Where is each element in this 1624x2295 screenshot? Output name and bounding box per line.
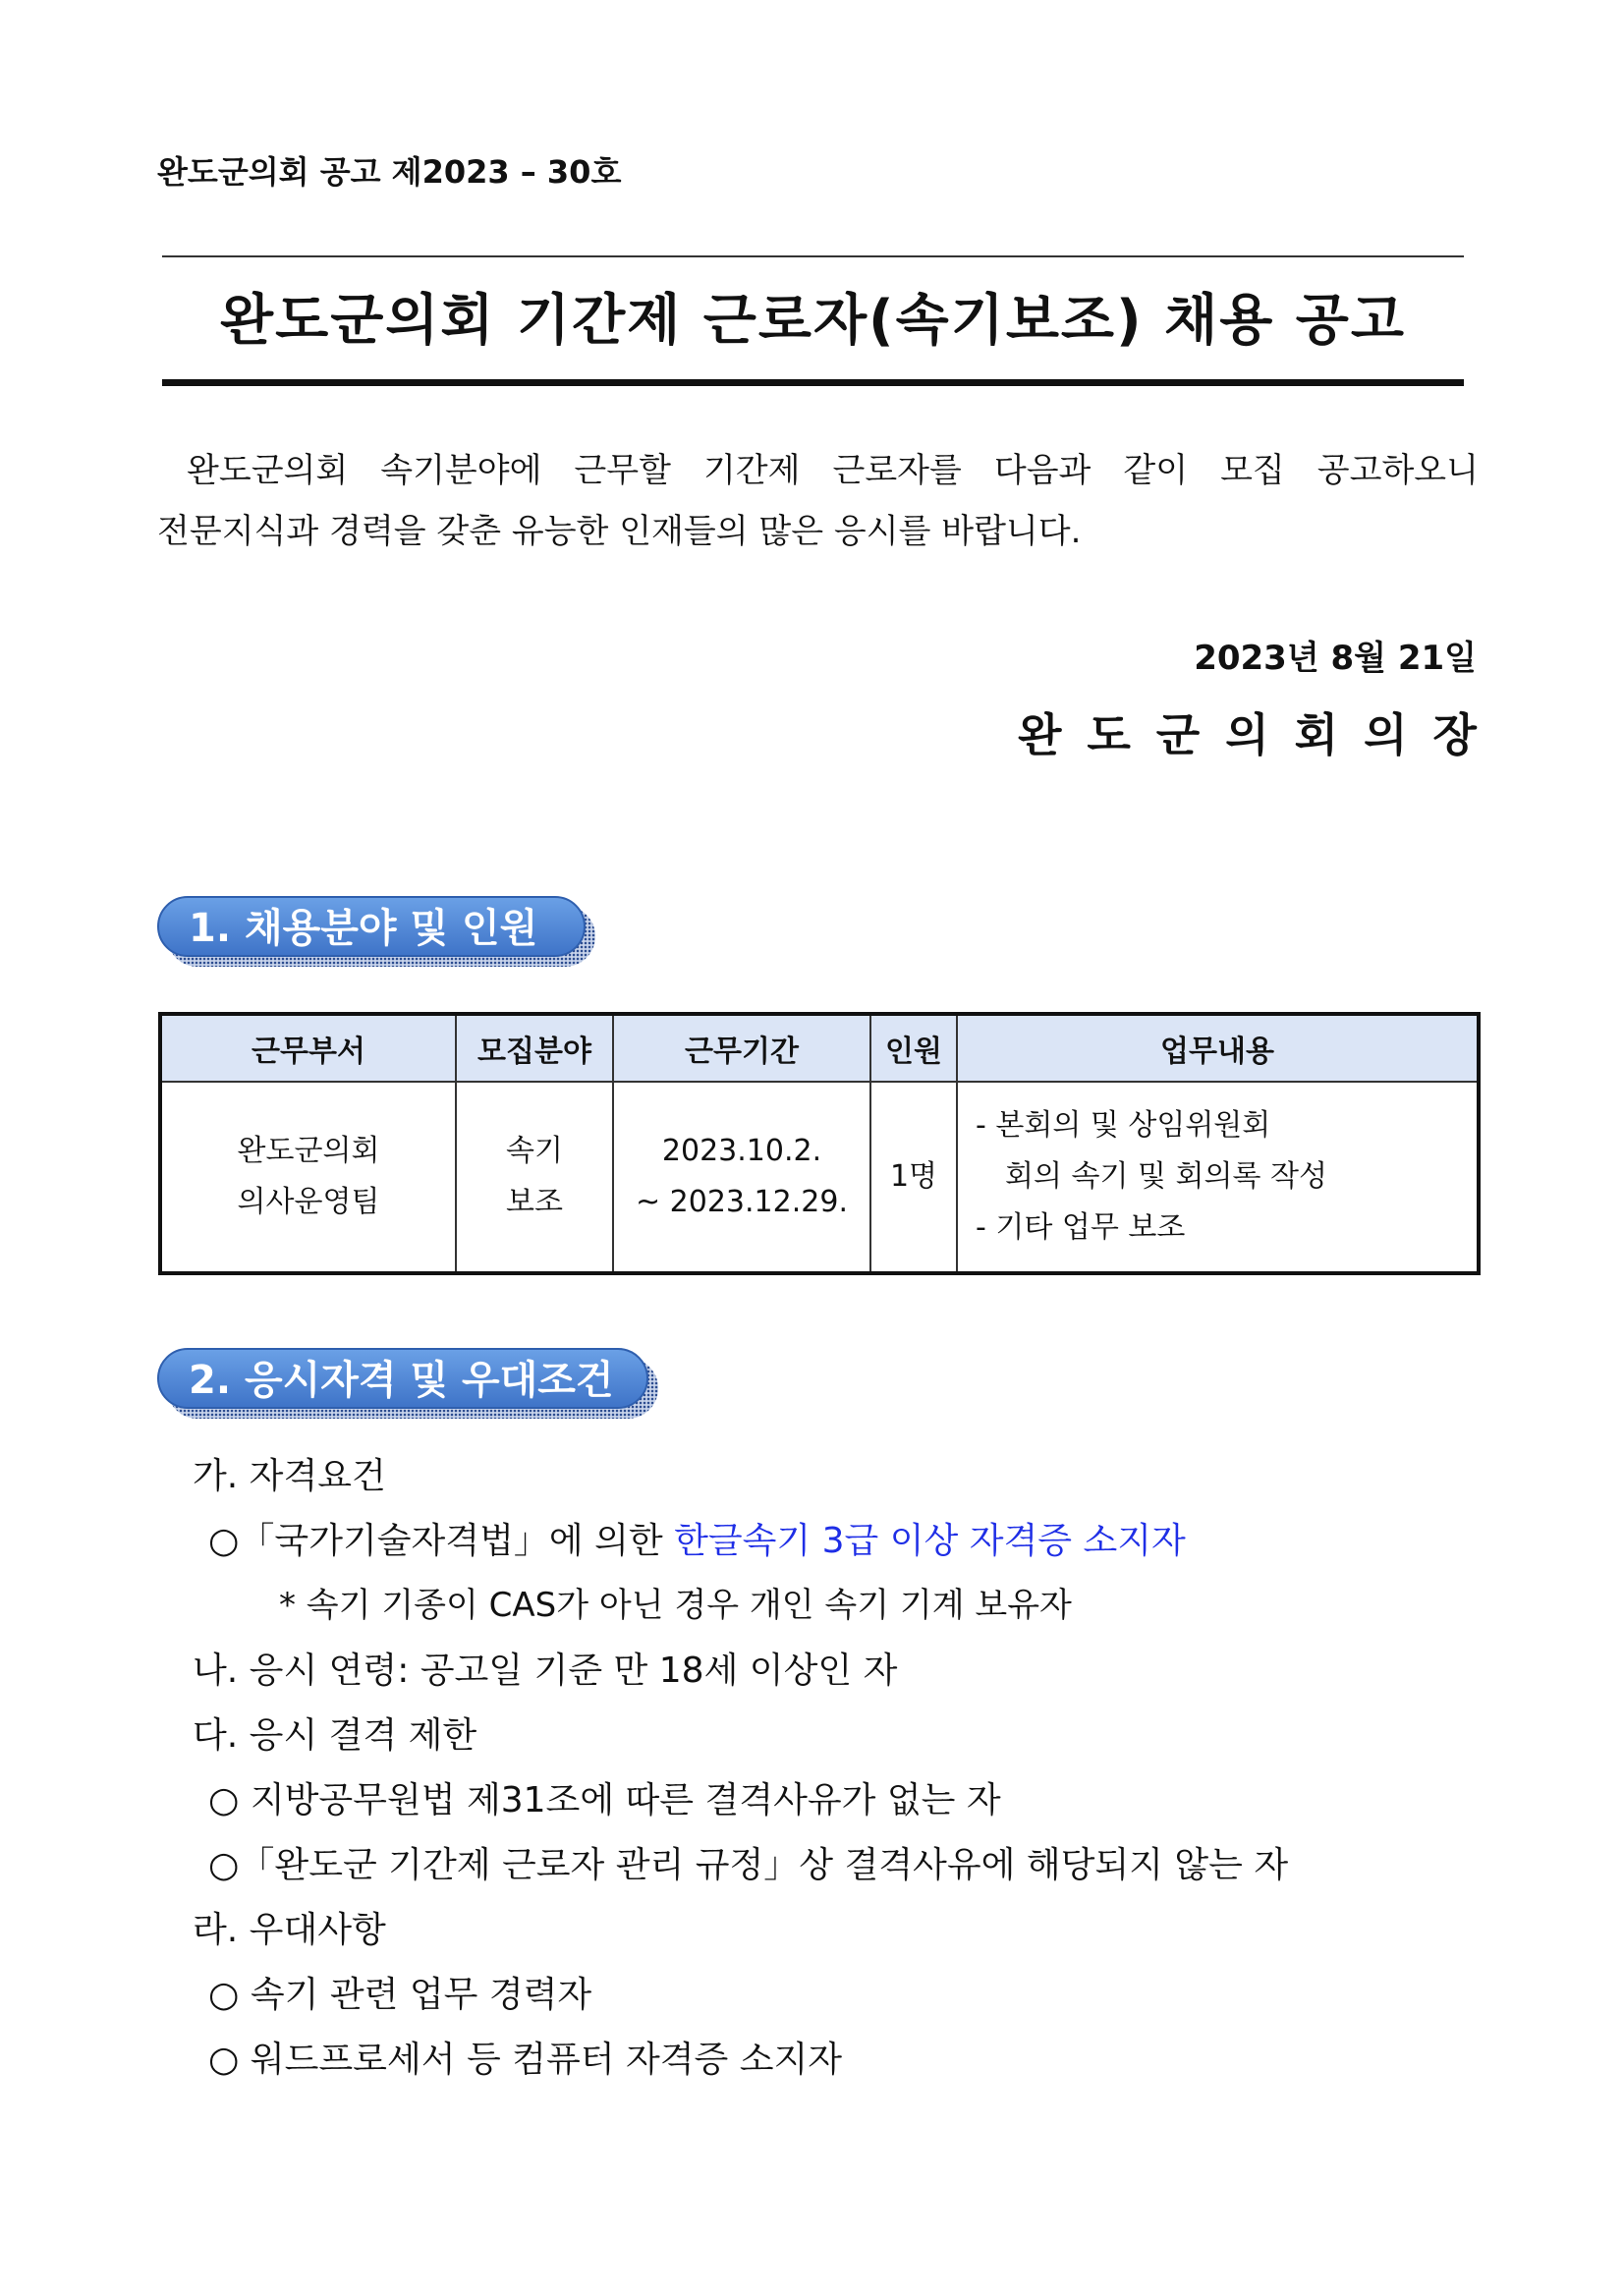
disqualification-item-2: ○「완도군 기간제 근로자 관리 규정」상 결격사유에 해당되지 않는 자 — [208, 1845, 1289, 1885]
duty-line-2: 회의 속기 및 회의록 작성 — [1005, 1159, 1327, 1194]
table-header-headcount: 인원 — [870, 1014, 957, 1082]
period-line-1: 2023.10.2. — [661, 1134, 822, 1168]
cell-headcount: 1명 — [870, 1082, 957, 1273]
preference-heading: 라. 우대사항 — [193, 1910, 386, 1950]
section-2-heading — [157, 1348, 648, 1409]
table-header-duties: 업무내용 — [957, 1014, 1479, 1082]
notice-number: 완도군의회 공고 제2023 – 30호 — [157, 153, 622, 191]
qualification-item-highlight: 한글속기 3급 이상 자격증 소지자 — [674, 1521, 1186, 1561]
duty-line-1: - 본회의 및 상임위원회 — [976, 1108, 1271, 1143]
qualification-note: * 속기 기종이 CAS가 아닌 경우 개인 속기 기계 보유자 — [279, 1586, 1072, 1625]
intro-paragraph — [157, 440, 1479, 562]
qualification-heading: 가. 자격요건 — [193, 1456, 386, 1496]
period-line-2: ~ 2023.12.29. — [636, 1185, 848, 1219]
intro-line-1: 완도군의회 속기분야에 근무할 기간제 근로자를 다음과 같이 모집 공고하오니 — [187, 451, 1479, 490]
section-2-heading-label: 2. 응시자격 및 우대조건 — [157, 1348, 648, 1409]
preference-item-1: ○ 속기 관련 업무 경력자 — [208, 1975, 592, 2015]
table-row — [160, 1082, 1479, 1273]
intro-line-2: 전문지식과 경력을 갖춘 유능한 인재들의 많은 응시를 바랍니다. — [157, 512, 1082, 551]
table-header-period: 근무기간 — [613, 1014, 870, 1082]
field-line-2: 보조 — [506, 1185, 563, 1219]
cell-field — [456, 1082, 613, 1273]
disqualification-item-1: ○ 지방공무원법 제31조에 따른 결격사유가 없는 자 — [208, 1780, 1001, 1820]
cell-department — [160, 1082, 456, 1273]
preference-item-2: ○ 워드프로세서 등 컴퓨터 자격증 소지자 — [208, 2040, 843, 2080]
age-requirement: 나. 응시 연령: 공고일 기준 만 18세 이상인 자 — [193, 1651, 898, 1691]
department-line-1: 완도군의회 — [237, 1134, 380, 1168]
table-header-row — [160, 1014, 1479, 1082]
qualification-item — [208, 1513, 1186, 1563]
title-divider — [162, 379, 1464, 386]
notice-date: 2023년 8월 21일 — [1194, 639, 1477, 678]
document-title: 완도군의회 기간제 근로자(속기보조) 채용 공고 — [220, 289, 1406, 353]
recruitment-table — [158, 1012, 1481, 1275]
field-line-1: 속기 — [506, 1134, 563, 1168]
section-1-heading — [157, 896, 586, 957]
cell-period — [613, 1082, 870, 1273]
top-divider — [162, 255, 1464, 257]
issuer-name: 완도군의회의장 — [1017, 708, 1502, 761]
department-line-2: 의사운영팀 — [237, 1185, 380, 1219]
section-1-heading-label: 1. 채용분야 및 인원 — [157, 896, 586, 957]
cell-duties — [957, 1082, 1479, 1273]
table-header-department: 근무부서 — [160, 1014, 456, 1082]
duty-line-3: - 기타 업무 보조 — [976, 1210, 1186, 1245]
disqualification-heading: 다. 응시 결격 제한 — [193, 1715, 477, 1756]
table-header-field: 모집분야 — [456, 1014, 613, 1082]
qualification-item-prefix: ○「국가기술자격법」에 의한 — [208, 1521, 675, 1561]
